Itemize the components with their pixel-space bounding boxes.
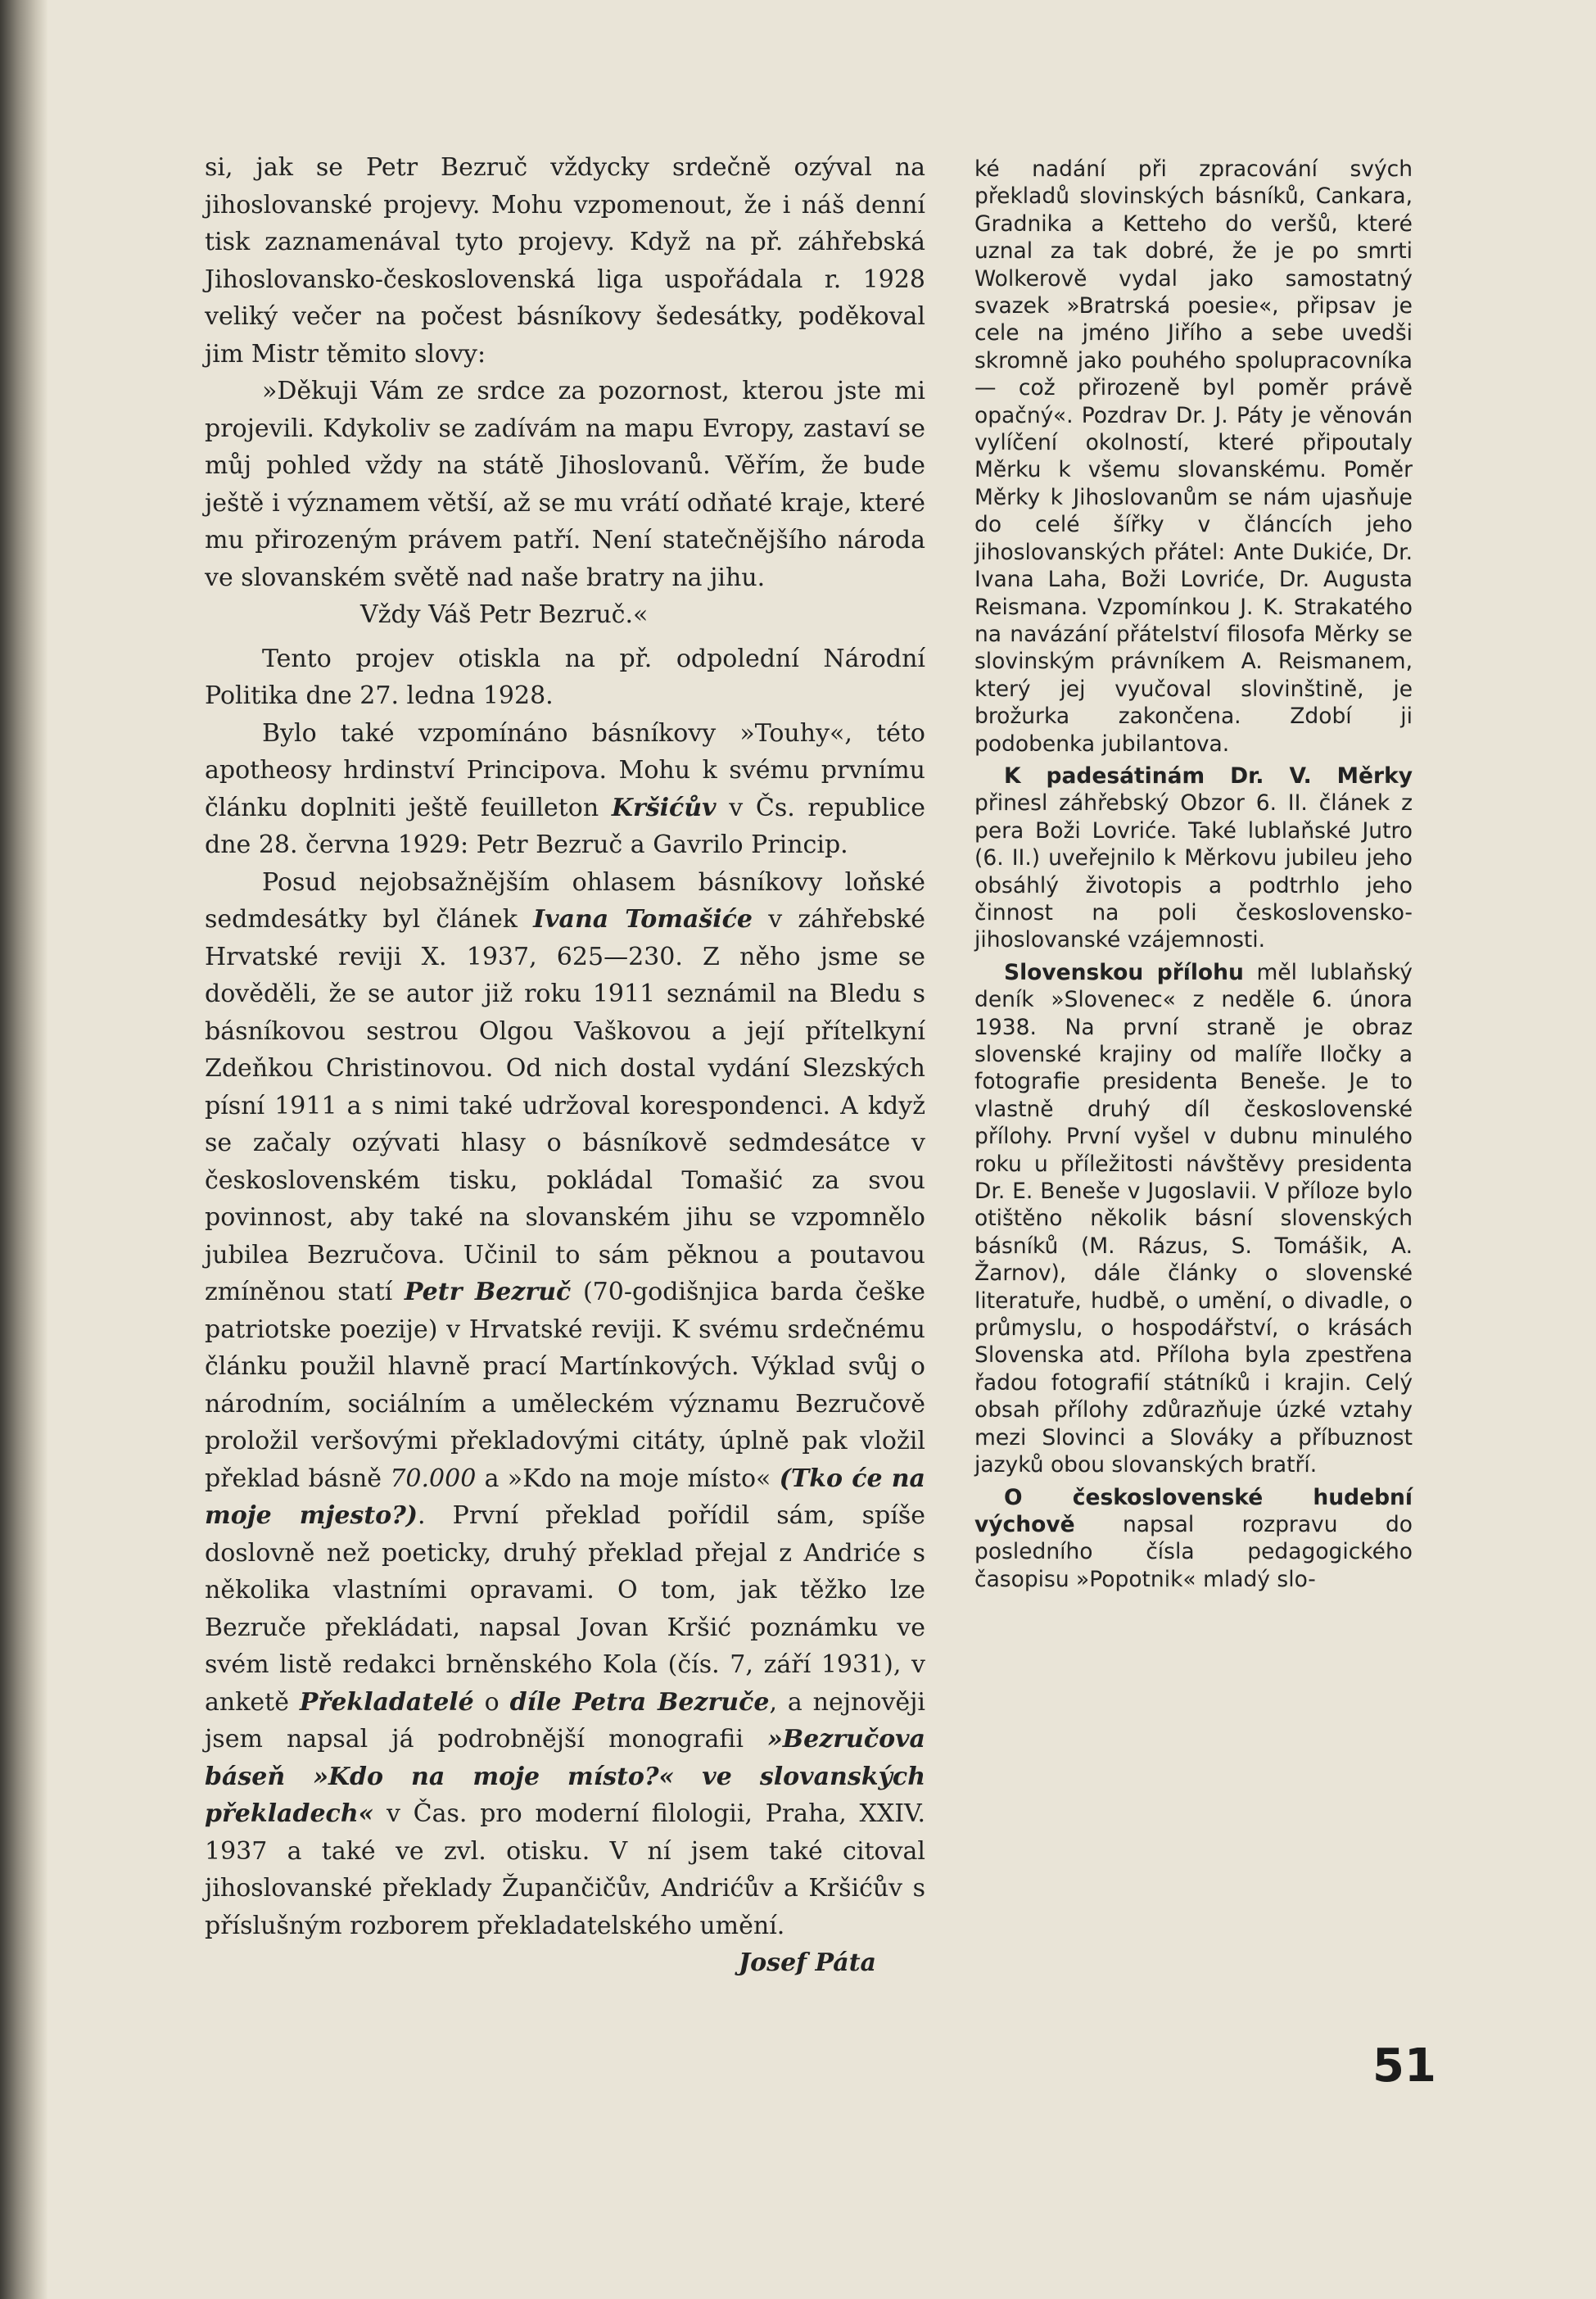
italic-run: »Bezručova báseň »Kdo na moje místo?« ve slovanských překladech«: [205, 1725, 925, 1828]
bold-lead: K padesátinám Dr. V. Měrky: [1004, 763, 1413, 789]
bold-lead: Slovenskou přílohu: [1004, 959, 1244, 985]
bezruc-quote: »Děkuji Vám ze srdce za pozornost, kterou jste mi projevili. Kdykoliv se zadívám na mapu Evropy, zastaví se můj pohled vždy na státě Jihoslovanů. Věřím, že bude ještě i významem větší, až se mu vrátí odňaté kraje, které mu přirozeným právem patří. Není statečnějšího národa ve slovanském světě nad naše bratry na jihu.: [205, 377, 925, 592]
italic-run: 70.000: [390, 1464, 477, 1493]
left-column: [205, 149, 925, 1982]
italic-run: Kršićův: [611, 793, 717, 822]
right-paragraph-4: [974, 1484, 1413, 1594]
text-run: o: [473, 1687, 510, 1717]
bold-lead: O československé hudební výchově: [974, 1484, 1413, 1537]
left-paragraph-2: Tento projev otiskla na př. odpolední Národní Politika dne 27. ledna 1928.: [205, 644, 925, 710]
text-run: v Čas. pro moderní filologii, Praha, XXIV. 1937 a také ve zvl. otisku. V ní jsem také citoval jihoslovanské překlady Župančičův, Andrićův a Kršićův s příslušným rozborem překladatelského umění.: [205, 1799, 925, 1940]
text-run: v Čs. republice dne 28. června 1929: Petr Bezruč a Gavrilo Princip.: [205, 793, 926, 859]
right-paragraph-1: ké nadání při zpracování svých překladů slovinských básníků, Cankara, Gradnika a Ketteho do veršů, které uznal za tak dobré, že je po smrti Wolkerově vydal jako samostatný svazek »Bratrská poesie«, připsav je cele na jméno Jiřího a sebe uvedši skromně jako pouhého spolupracovníka — což přirozeně byl poměr právě opačný«. Pozdrav Dr. J. Páty je věnován vylíčení okolností, které připoutaly Měrku k všemu slovanskému. Poměr Měrky k Jihoslovanům se nám ujasňuje do celé šířky v článcích jeho jihoslovanských přátel: Ante Dukiće, Dr. Ivana Laha, Boži Lovriće, Dr. Augusta Reismana. Vzpomínkou J. K. Strakatého na navázání přátelství filosofa Měrky se slovinským právníkem A. Reismanem, který jej vyučoval slovinštině, je brožurka zakončena. Zdobí ji podobenka jubilantova.: [974, 156, 1413, 757]
right-paragraph-2: [974, 763, 1413, 954]
right-paragraph-3: [974, 959, 1413, 1479]
text-run: , a nejnověji jsem napsal já podrobnější monografii: [205, 1687, 926, 1754]
italic-run: díle Petra Bezruče: [509, 1687, 770, 1717]
italic-run: (Tko će na moje mjesto?): [205, 1464, 925, 1530]
page-number: 51: [1372, 2039, 1436, 2093]
quote-signature-line: [205, 596, 925, 634]
text-run: přinesl záhřebský Obzor 6. II. článek z pera Boži Lovriće. Také lublaňské Jutro (6. II.) uveřejnilo k Měrkovu jubileu jeho obsáhlý životopis a podtrhlo jeho činnost na poli československo-jihoslovanské vzájemnosti.: [974, 790, 1413, 953]
left-paragraph-4: [205, 864, 925, 1945]
article-author: Josef Páta: [738, 1948, 876, 1977]
text-run: (70-godišnjica barda češke patriotske poezije) v Hrvatské reviji. K svému srdečnému článku použil hlavně prací Martínkových. Výklad svůj o národním, sociálním a uměleckém významu Bezručově proložil veršovými překladovými citáty, úplně pak vložil překlad básně: [205, 1278, 926, 1493]
italic-run: Překladatelé: [299, 1687, 474, 1717]
italic-run: Ivana Tomašiće: [533, 905, 753, 934]
left-paragraph-1: si, jak se Petr Bezruč vždycky srdečně ozýval na jihoslovanské projevy. Mohu vzpomenout, že i náš denní tisk zaznamenával tyto projevy. Když na př. záhřebská Jihoslovansko-československá liga uspořádala r. 1928 veliký večer na počest básníkovy šedesátky, poděkoval jim Mistr těmito slovy:: [205, 153, 925, 369]
left-paragraph-3: [205, 715, 925, 864]
text-run: měl lublaňský deník »Slovenec« z neděle 6. února 1938. Na první straně je obraz slovenské krajiny od malíře Iločky a fotografie presidenta Beneše. Je to vlastně druhý díl československé přílohy. První vyšel v dubnu minulého roku u příležitosti návštěvy presidenta Dr. E. Beneše v Jugoslavii. V příloze bylo otištěno několik básní slovenských básníků (M. Rázus, S. Tomášik, A. Žarnov), dále články o slovenské literatuře, hudbě, o umění, o divadle, o průmyslu, o hospodářství, o krásách Slovenska atd. Příloha byla zpestřena řadou fotografií státníků i krajin. Celý obsah přílohy zdůrazňuje úzké vztahy mezi Slovinci a Slováky a příbuznost jazyků obou slovanských bratří.: [974, 959, 1413, 1478]
quote-signature: Vždy Váš Petr Bezruč.«: [360, 600, 649, 629]
text-run: Posud nejobsažnějším ohlasem básníkovy loňské sedmdesátky byl článek: [205, 867, 925, 934]
right-column: [974, 156, 1413, 1593]
text-run: napsal rozpravu do posledního čísla pedagogického časopisu »Popotnik« mladý slo-: [974, 1511, 1413, 1592]
text-run: . První překlad pořídil sám, spíše doslovně než poeticky, druhý překlad přejal z Andriće s několika vlastními opravami. O tom, jak těžko lze Bezruče překládati, napsal Jovan Kršić poznámku ve svém listě redakci brněnského Kola (čís. 7, září 1931), v anketě: [205, 1501, 925, 1717]
book-gutter-shadow: [0, 0, 47, 2299]
text-run: a »Kdo na moje místo«: [476, 1464, 780, 1493]
text-run: v záhřebské Hrvatské reviji X. 1937, 625—230. Z něho jsme se dověděli, že se autor již roku 1911 seznámil na Bledu s básníkovou sestrou Olgou Vaškovou a její přítelkyní Zdeňkou Christinovou. Od nich dostal vydání Slezských písní 1911 a s nimi také udržoval korespondenci. A když se začaly ozývati hlasy o básníkově sedmdesátce v československém tisku, pokládal Tomašić za svou povinnost, aby také na slovanském jihu se vzpomnělo jubilea Bezručova. Učinil to sám pěknou a poutavou zmíněnou statí: [205, 905, 925, 1306]
text-run: Bylo také vzpomínáno básníkovy »Touhy«, této apotheosy hrdinství Principova. Mohu k svému prvnímu článku doplniti ještě feuilleton: [205, 718, 925, 822]
italic-run: Petr Bezruč: [404, 1278, 572, 1306]
